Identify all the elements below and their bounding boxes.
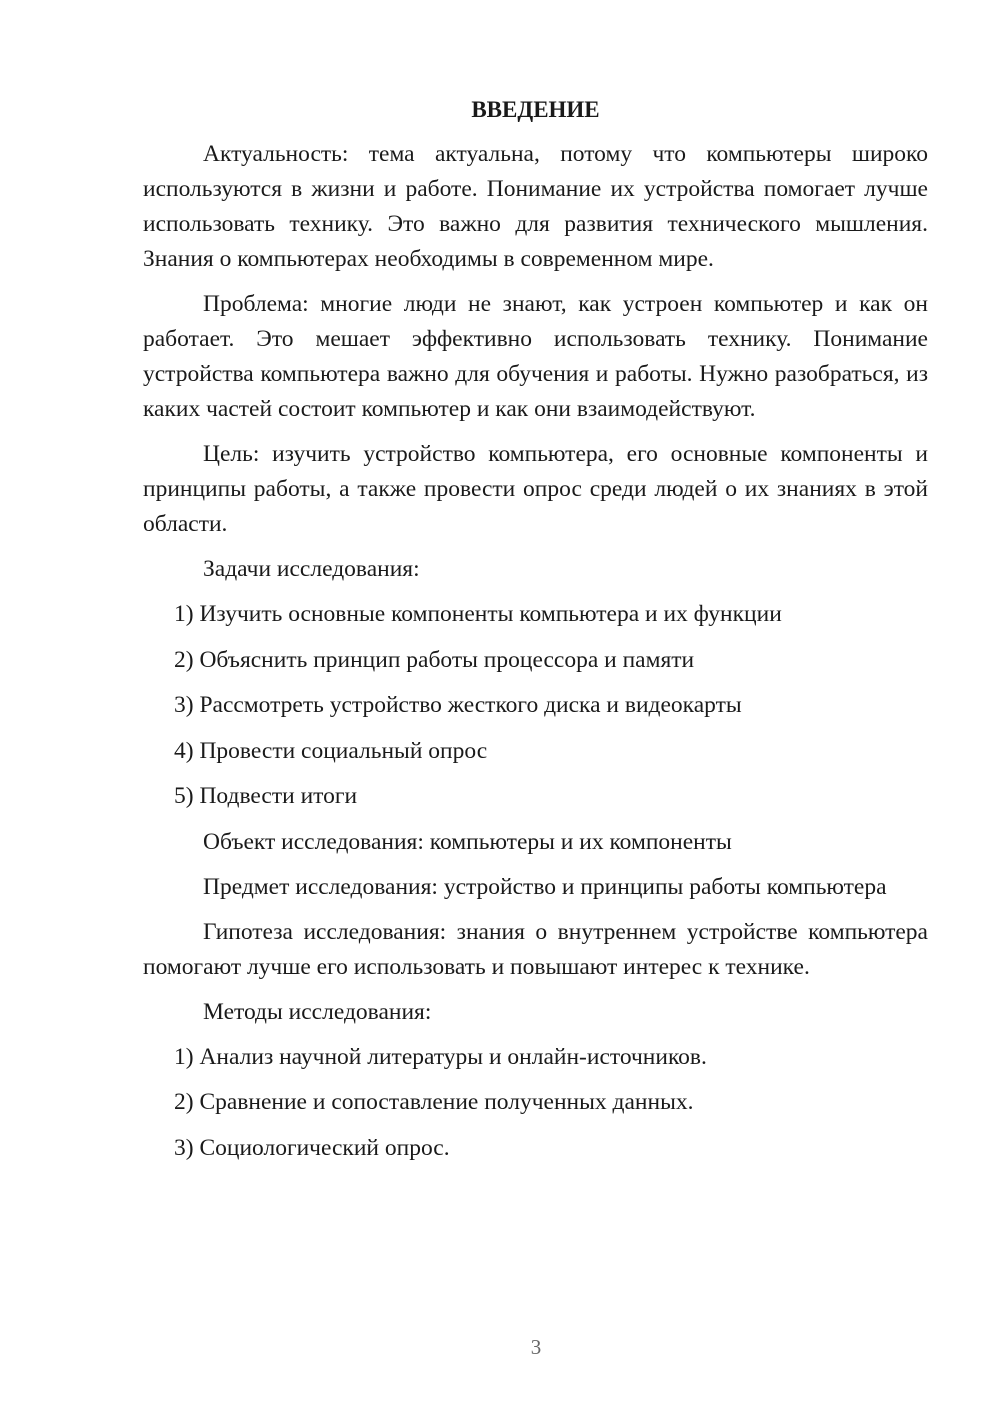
problem-paragraph: Проблема: многие люди не знают, как устроен компьютер и как он работает. Это мешает эффективно использовать технику. Понимание устройства компьютера важно для обучения и работы. Нужно разобраться, из каких частей состоит компьютер и как они взаимодействуют. [143,291,928,422]
list-item: 5) Подвести итоги [174,783,358,809]
relevance-paragraph: Актуальность: тема актуальна, потому что компьютеры широко используются в жизни и работе. Понимание их устройства помогает лучше использовать технику. Это важно для развития технического мышления. Знания о компьютерах необходимы в современном мире. [143,141,928,272]
methods-list [143,1040,928,1166]
list-item: 4) Провести социальный опрос [174,737,488,764]
list-item: 1) Изучить основные компоненты компьютера и их функции [174,601,782,627]
methods-heading: Методы исследования: [203,998,432,1025]
list-item: 2) Объяснить принцип работы процессора и памяти [174,646,695,673]
document-page [143,95,928,1176]
list-item: 3) Рассмотреть устройство жесткого диска и видеокарты [174,692,742,718]
tasks-list [143,597,928,814]
tasks-heading: Задачи исследования: [203,556,420,582]
page-number: 3 [530,1335,542,1359]
list-item: 1) Анализ научной литературы и онлайн-источников. [174,1043,707,1070]
research-subject: Предмет исследования: устройство и принципы работы компьютера [203,873,887,900]
goal-paragraph: Цель: изучить устройство компьютера, его основные компоненты и принципы работы, а также провести опрос среди людей о их знаниях в этой области. [143,441,928,537]
section-title: ВВЕДЕНИЕ [471,97,600,122]
research-hypothesis: Гипотеза исследования: знания о внутреннем устройстве компьютера помогают лучше его использовать и повышают интерес к технике. [143,918,928,980]
list-item: 2) Сравнение и сопоставление полученных данных. [174,1089,694,1115]
research-object: Объект исследования: компьютеры и их компоненты [203,828,732,855]
list-item: 3) Социологический опрос. [174,1134,450,1161]
